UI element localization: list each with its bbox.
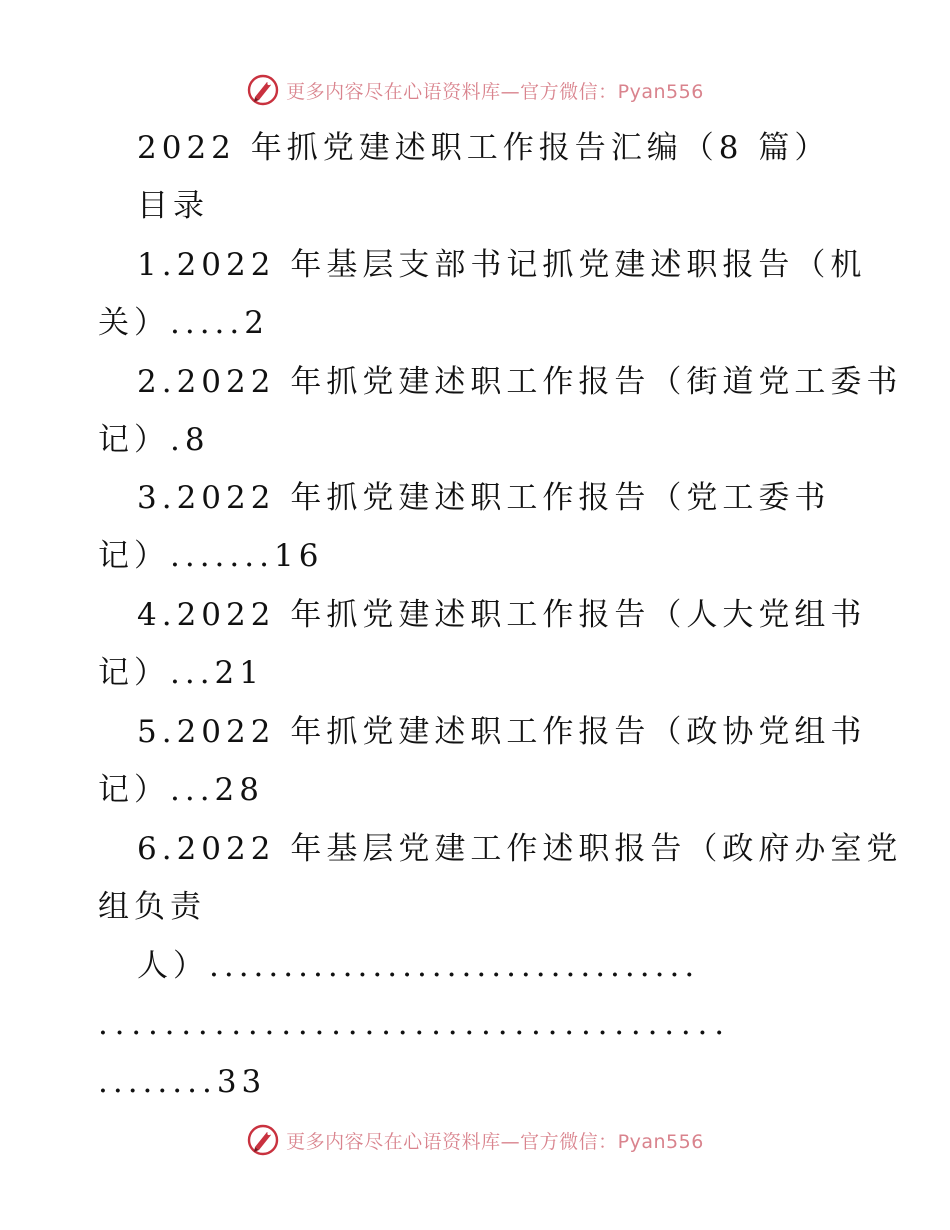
toc-entry: 3.2022 年抓党建述职工作报告（党工委书 (137, 480, 831, 516)
toc-entry: 4.2022 年抓党建述职工作报告（人大党组书 (137, 597, 867, 633)
toc-entry: 记）...21 (98, 655, 265, 691)
toc-entry: 6.2022 年基层党建工作述职报告（政府办室党 (137, 831, 903, 867)
document-title: 2022 年抓党建述职工作报告汇编（8 篇） (137, 130, 831, 166)
toc-entry: 2.2022 年抓党建述职工作报告（街道党工委书 (137, 364, 903, 400)
toc-heading: 目录 (137, 188, 209, 224)
toc-entry: ...................................... (98, 1006, 731, 1042)
banner-text: 更多内容尽在心语资料库—官方微信：Pyan556 (286, 1130, 704, 1153)
toc-entry: 记）.8 (98, 422, 210, 458)
toc-entry: 人）................................. (137, 948, 700, 984)
footer-banner (0, 1120, 950, 1160)
pen-logo-icon (246, 1123, 280, 1157)
toc-entry: ........33 (98, 1064, 267, 1100)
toc-entry: 组负责 (98, 889, 206, 925)
toc-entry: 记）.......16 (98, 538, 324, 574)
toc-entry: 记）...28 (98, 772, 265, 808)
banner-text: 更多内容尽在心语资料库—官方微信：Pyan556 (286, 80, 704, 103)
toc-entry: 关）.....2 (98, 305, 269, 341)
header-banner (0, 70, 950, 110)
toc-entry: 5.2022 年抓党建述职工作报告（政协党组书 (137, 714, 867, 750)
toc-entry: 1.2022 年基层支部书记抓党建述职报告（机 (137, 247, 867, 283)
pen-logo-icon (246, 73, 280, 107)
